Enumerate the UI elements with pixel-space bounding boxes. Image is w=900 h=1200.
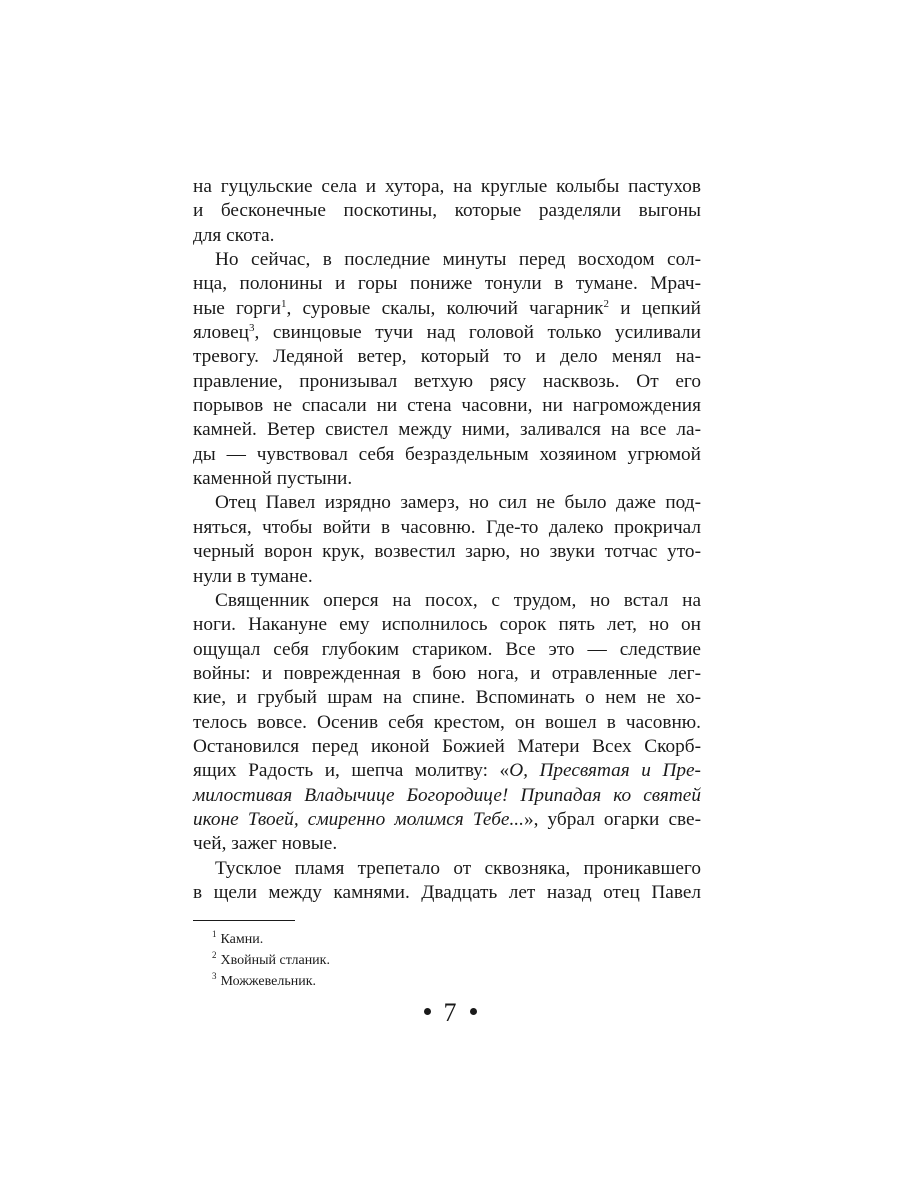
text-line: [193, 638, 701, 662]
footnote-text: Хвойный стланик.: [220, 953, 330, 968]
text-segment: Остановился перед иконой Божией Матери Всех Скорб-: [193, 735, 701, 757]
text-line: [193, 491, 701, 515]
text-segment: чей, зажег новые.: [193, 833, 338, 855]
text-line: [193, 711, 701, 735]
text-segment: Тусклое пламя трепетало от сквозняка, проникавшего: [215, 857, 701, 879]
text-segment: ные горги: [193, 297, 281, 319]
italic-text: иконе Твоей, смиренно молимся Тебе...: [193, 808, 524, 830]
footnote-text: Камни.: [220, 932, 264, 947]
text-segment: в щели между камнями. Двадцать лет назад отец Павел: [193, 881, 701, 903]
text-segment: », убрал огарки све-: [523, 808, 701, 830]
footnote-marker: 2: [603, 297, 610, 310]
footnote-item: [193, 929, 701, 950]
text-line: [193, 613, 701, 637]
footnote-item: [193, 971, 701, 992]
main-text: [193, 175, 701, 905]
text-segment: камней. Ветер свистел между ними, заливался на все ла-: [193, 419, 701, 441]
text-line: [193, 467, 701, 491]
text-line: [193, 345, 701, 369]
text-segment: на гуцульские села и хутора, на круглые колыбы пастухов: [193, 176, 701, 197]
page-number-footer: [0, 997, 900, 1029]
text-line: [193, 735, 701, 759]
footnotes: [193, 929, 701, 992]
text-segment: Священник оперся на посох, с трудом, но встал на: [215, 589, 701, 611]
footnote-number: 3: [212, 971, 217, 981]
text-line: [193, 370, 701, 394]
bullet-icon: [424, 1008, 431, 1015]
text-line: [193, 832, 701, 856]
text-segment: каменной пустыни.: [193, 468, 353, 490]
italic-text: милостивая Владычице Богородице! Припадая ко святей: [193, 784, 701, 806]
text-line: [193, 175, 701, 199]
text-line: [193, 784, 701, 808]
paragraph: [193, 175, 701, 248]
footnote-number: 1: [212, 929, 217, 939]
text-line: [193, 881, 701, 905]
text-line: [193, 565, 701, 589]
text-segment: яловец: [193, 322, 249, 344]
text-line: [193, 224, 701, 248]
text-segment: правление, пронизывал ветхую рясу насквозь. От его: [193, 370, 701, 392]
footnote-item: [193, 950, 701, 971]
paragraph: [193, 589, 701, 857]
text-segment: для скота.: [193, 224, 275, 246]
text-segment: кие, и грубый шрам на спине. Вспоминать о нем не хо-: [193, 687, 701, 709]
text-line: [193, 662, 701, 686]
text-line: [193, 686, 701, 710]
text-line: [193, 272, 701, 296]
text-line: [193, 540, 701, 564]
text-segment: черный ворон крук, возвестил зарю, но звуки тотчас уто-: [193, 541, 701, 563]
text-segment: няться, чтобы войти в часовню. Где-то далеко прокричал: [193, 516, 701, 538]
footnote-marker: 3: [249, 322, 255, 335]
text-segment: нули в тумане.: [193, 565, 313, 587]
bullet-icon: [470, 1008, 477, 1015]
footnote-number: 2: [212, 950, 217, 960]
text-segment: и бесконечные поскотины, которые разделяли выгоны: [193, 200, 701, 222]
text-line: [193, 808, 701, 832]
text-line: [193, 759, 701, 783]
paragraph: [193, 857, 701, 906]
text-line: [193, 394, 701, 418]
text-segment: телось вовсе. Осенив себя крестом, он вошел в часовню.: [193, 711, 701, 733]
text-line: [193, 443, 701, 467]
footnote-divider: [193, 920, 295, 921]
text-line: [193, 857, 701, 881]
text-segment: ноги. Накануне ему исполнилось сорок пять лет, но он: [193, 614, 701, 636]
text-line: [193, 589, 701, 613]
text-line: [193, 418, 701, 442]
text-segment: , суровые скалы, колючий чагарник: [286, 297, 604, 319]
text-segment: и цепкий: [609, 297, 701, 319]
footnote-text: Можжевельник.: [220, 974, 317, 989]
text-segment: ощущал себя глубоким стариком. Все это — следствие: [193, 638, 701, 660]
text-line: [193, 297, 701, 321]
text-segment: ящих Радость и, шепча молитву: «: [193, 760, 510, 782]
italic-text: О, Пресвятая и Пре-: [509, 760, 701, 782]
text-segment: порывов не спасали ни стена часовни, ни нагромождения: [193, 395, 701, 417]
text-segment: ды — чувствовал себя безраздельным хозяином угрюмой: [193, 443, 701, 465]
text-segment: войны: и поврежденная в бою нога, и отравленные лег-: [193, 662, 701, 684]
text-line: [193, 248, 701, 272]
text-line: [193, 199, 701, 223]
text-segment: нца, полонины и горы пониже тонули в тумане. Мрач-: [193, 273, 701, 295]
text-segment: , свинцовые тучи над головой только усиливали: [254, 322, 701, 344]
text-segment: Отец Павел изрядно замерз, но сил не было даже под-: [215, 492, 701, 514]
text-line: [193, 321, 701, 345]
page-number: 7: [443, 998, 457, 1027]
text-line: [193, 516, 701, 540]
paragraph: [193, 248, 701, 491]
footnote-marker: 1: [280, 297, 287, 310]
text-segment: тревогу. Ледяной ветер, который то и дело менял на-: [193, 346, 701, 368]
paragraph: [193, 491, 701, 588]
text-segment: Но сейчас, в последние минуты перед восходом сол-: [215, 249, 701, 271]
